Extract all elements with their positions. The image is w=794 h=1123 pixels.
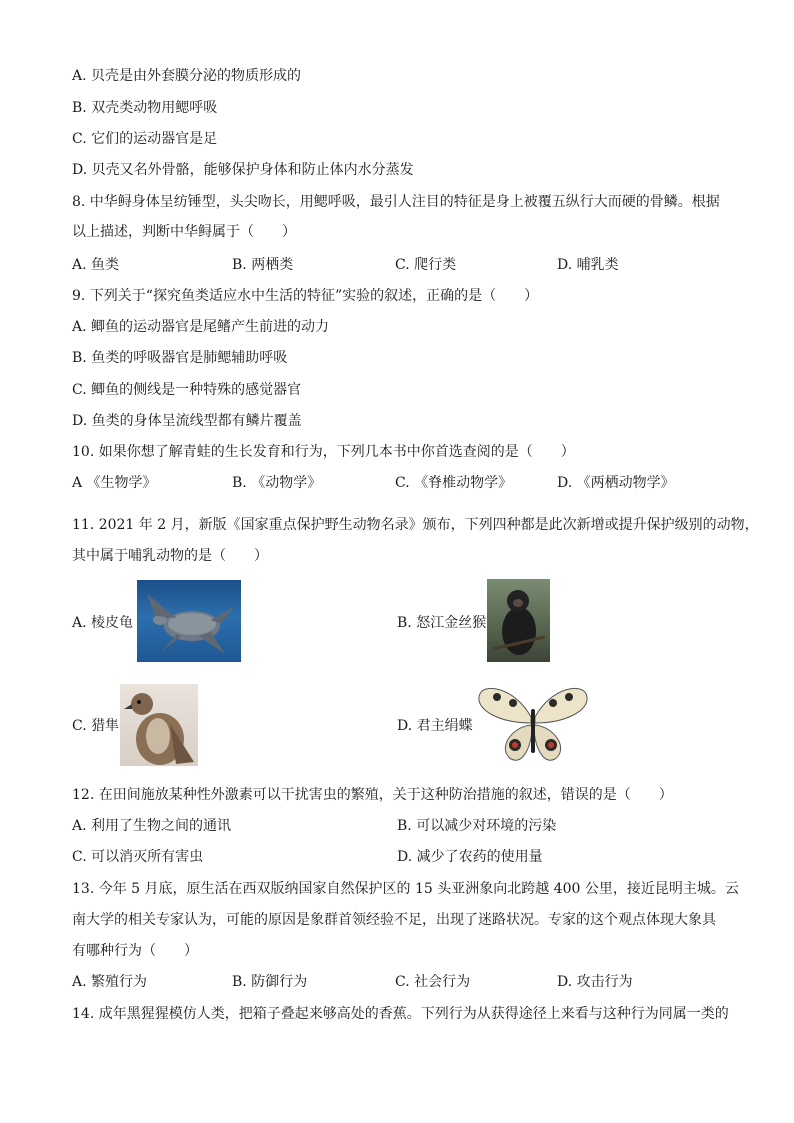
q13-option-b: B. 防御行为: [232, 974, 308, 990]
q9-option-b: B. 鱼类的呼吸器官是肺鳃辅助呼吸: [72, 350, 288, 366]
q8-option-d: D. 哺乳类: [557, 257, 619, 273]
falcon-illustration: [120, 684, 198, 766]
q14-stem-line1: 14. 成年黑猩猩模仿人类，把箱子叠起来够高处的香蕉。下列行为从获得途径上来看与这种行为同属一类的: [72, 1006, 729, 1022]
q8-option-a: A. 鱼类: [72, 257, 120, 273]
q13-stem-line3: 有哪种行为（ ）: [72, 943, 198, 959]
q11-option-d: D. 君主绢蝶: [397, 718, 473, 734]
q7-option-a: A. 贝壳是由外套膜分泌的物质形成的: [72, 68, 302, 84]
q12-option-b: B. 可以减少对环境的污染: [397, 818, 557, 834]
saker-falcon-image: [120, 684, 198, 766]
q9-option-a: A. 鲫鱼的运动器官是尾鳍产生前进的动力: [72, 319, 330, 335]
leatherback-turtle-image: [137, 580, 241, 662]
snub-nosed-monkey-image: [487, 579, 550, 662]
q13-stem-line2: 南大学的相关专家认为，可能的原因是象群首领经验不足，出现了迷路状况。专家的这个观点体现大象具: [72, 912, 716, 928]
q8-stem-line2: 以上描述，判断中华鲟属于（ ）: [72, 224, 296, 240]
q13-option-a: A. 繁殖行为: [72, 974, 148, 990]
q9-option-d: D. 鱼类的身体呈流线型都有鳞片覆盖: [72, 413, 302, 429]
q12-stem: 12. 在田间施放某种性外激素可以干扰害虫的繁殖，关于这种防治措施的叙述，错误的是（ ）: [72, 787, 673, 803]
q10-option-a: A 《生物学》: [72, 475, 157, 491]
q13-option-c: C. 社会行为: [395, 974, 471, 990]
q10-stem: 10. 如果你想了解青蛙的生长发育和行为，下列几本书中你首选查阅的是（ ）: [72, 444, 575, 460]
q11-option-b: B. 怒江金丝猴: [397, 615, 487, 631]
q9-stem: 9. 下列关于“探究鱼类适应水中生活的特征”实验的叙述，正确的是（ ）: [72, 288, 539, 304]
q8-option-c: C. 爬行类: [395, 257, 457, 273]
turtle-illustration: [137, 580, 241, 662]
q11-option-c: C. 猎隼: [72, 718, 120, 734]
q11-stem-line1: 11. 2021 年 2 月，新版《国家重点保护野生动物名录》颁布，下列四种都是此次新增或提升保护级别的动物，: [72, 517, 759, 533]
q11-option-a: A. 棱皮龟: [72, 615, 134, 631]
q9-option-c: C. 鲫鱼的侧线是一种特殊的感觉器官: [72, 382, 302, 398]
q10-option-d: D. 《两栖动物学》: [557, 475, 675, 491]
q11-stem-line2: 其中属于哺乳动物的是（ ）: [72, 548, 268, 564]
q12-option-c: C. 可以消灭所有害虫: [72, 849, 204, 865]
q12-option-d: D. 减少了农药的使用量: [397, 849, 543, 865]
q13-stem-line1: 13. 今年 5 月底，原生活在西双版纳国家自然保护区的 15 头亚洲象向北跨越 400 公里，接近昆明主城。云: [72, 881, 739, 897]
monkey-illustration: [487, 579, 550, 662]
q12-option-a: A. 利用了生物之间的通讯: [72, 818, 232, 834]
apollo-butterfly-image: [475, 683, 591, 765]
q8-option-b: B. 两栖类: [232, 257, 294, 273]
q10-option-b: B. 《动物学》: [232, 475, 322, 491]
butterfly-illustration: [475, 683, 591, 765]
q8-stem-line1: 8. 中华鲟身体呈纺锤型，头尖吻长，用鳃呼吸，最引人注目的特征是身上被覆五纵行大而硬的骨鳞。根据: [72, 194, 720, 210]
q7-option-c: C. 它们的运动器官是足: [72, 131, 218, 147]
q10-option-c: C. 《脊椎动物学》: [395, 475, 513, 491]
q7-option-b: B. 双壳类动物用鳃呼吸: [72, 100, 218, 116]
q13-option-d: D. 攻击行为: [557, 974, 633, 990]
q7-option-d: D. 贝壳又名外骨骼，能够保护身体和防止体内水分蒸发: [72, 162, 414, 178]
